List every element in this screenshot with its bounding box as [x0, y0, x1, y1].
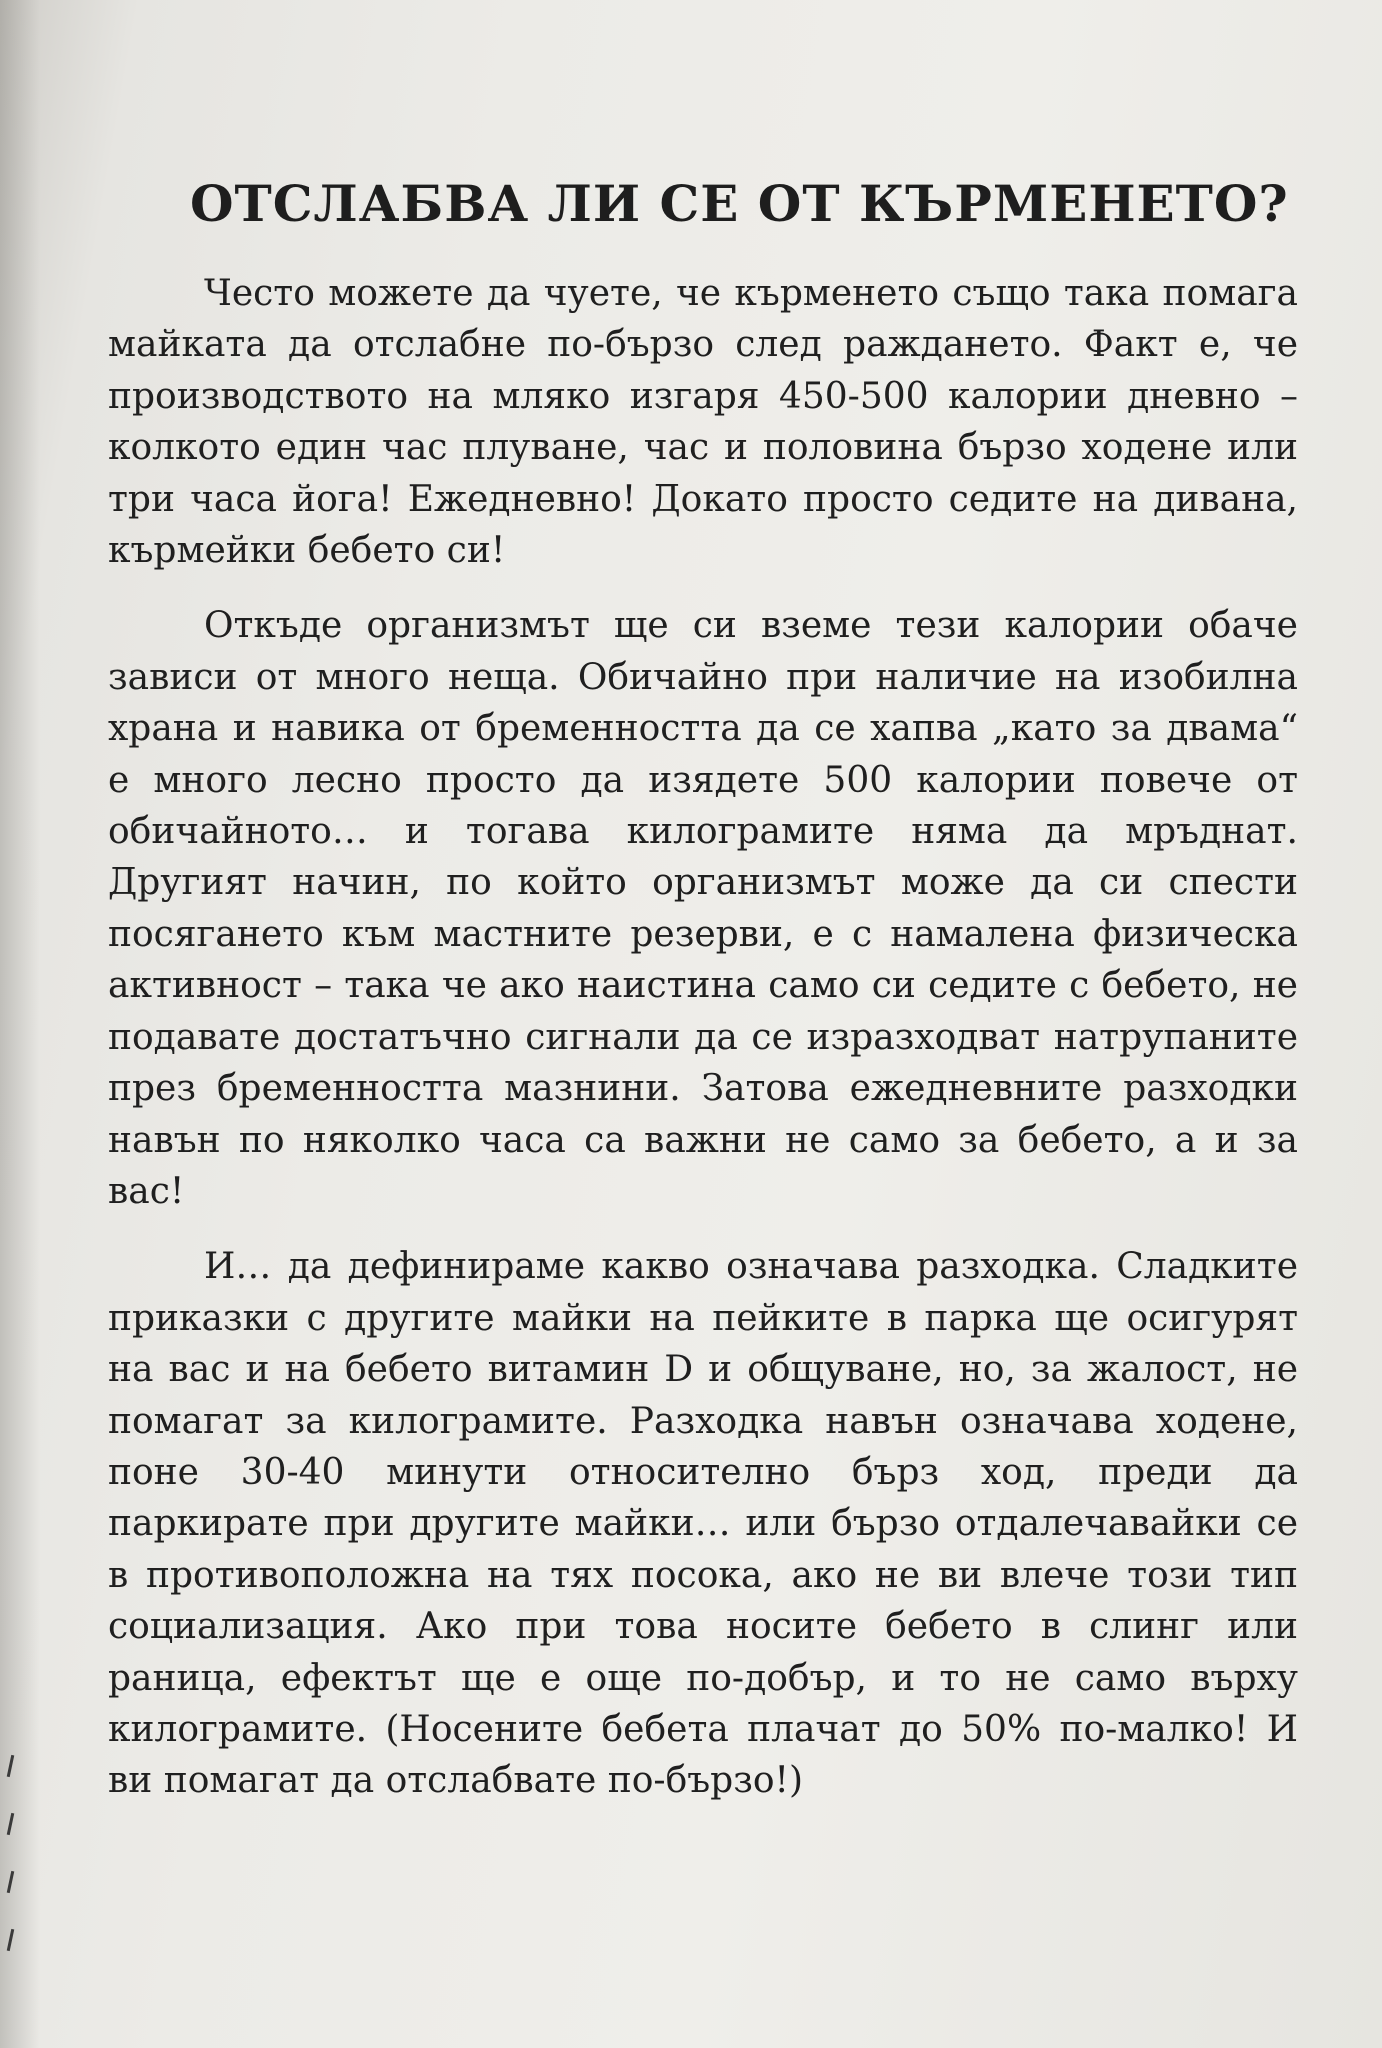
paragraph-2: Откъде организмът ще си вземе тези калории обаче зависи от много неща. Обичайно при наличие на изобилна храна и навика от бременността да се хапва „като за двама“ е много лесно просто да изядете 500 калории повече от обичайното… и тогава килограмите няма да мръднат. Другият начин, по който организмът може да си спести посягането към мастните резерви, е с намалена физическа активност – така че ако наистина само си седите с бебето, не подавате достатъчно сигнали да се изразходват натрупаните през бременността мазнини. Затова ежедневните разходки навън по няколко часа са важни не само за бебето, а и за вас!	[108, 605, 1298, 1212]
margin-mark	[7, 1929, 15, 1951]
adjacent-page-marks	[4, 1755, 18, 2005]
margin-mark	[7, 1755, 15, 1777]
margin-mark	[7, 1871, 15, 1893]
chapter-title: ОТСЛАБВА ЛИ СЕ ОТ КЪРМЕНЕТО?	[190, 174, 1289, 233]
paragraph-3: И… да дефинираме какво означава разходка. Сладките приказки с другите майки на пейките в парка ще осигурят на вас и на бебето витамин D и общуване, но, за жалост, не помагат за килограмите. Разходка навън означава ходене, поне 30-40 минути относително бърз ход, преди да паркирате при другите майки… или бързо отдалечавайки се в противоположна на тях посока, ако не ви влече този тип социализация. Ако при това носите бебето в слинг или раница, ефектът ще е още по-добър, и то не само върху килограмите. (Носените бебета плачат до 50% по-малко! И ви помагат да отслабвате по-бързо!)	[108, 1246, 1298, 1802]
page-gutter-shadow	[0, 0, 40, 2048]
body-text	[108, 268, 1298, 1831]
margin-mark	[7, 1813, 15, 1835]
paragraph-1: Често можете да чуете, че кърменето също така помага майката да отслабне по-бързо след раждането. Факт е, че производството на мляко изгаря 450-500 калории дневно – колкото един час плуване, час и половина бързо ходене или три часа йога! Ежедневно! Докато просто седите на дивана, кърмейки бебето си!	[108, 273, 1298, 572]
